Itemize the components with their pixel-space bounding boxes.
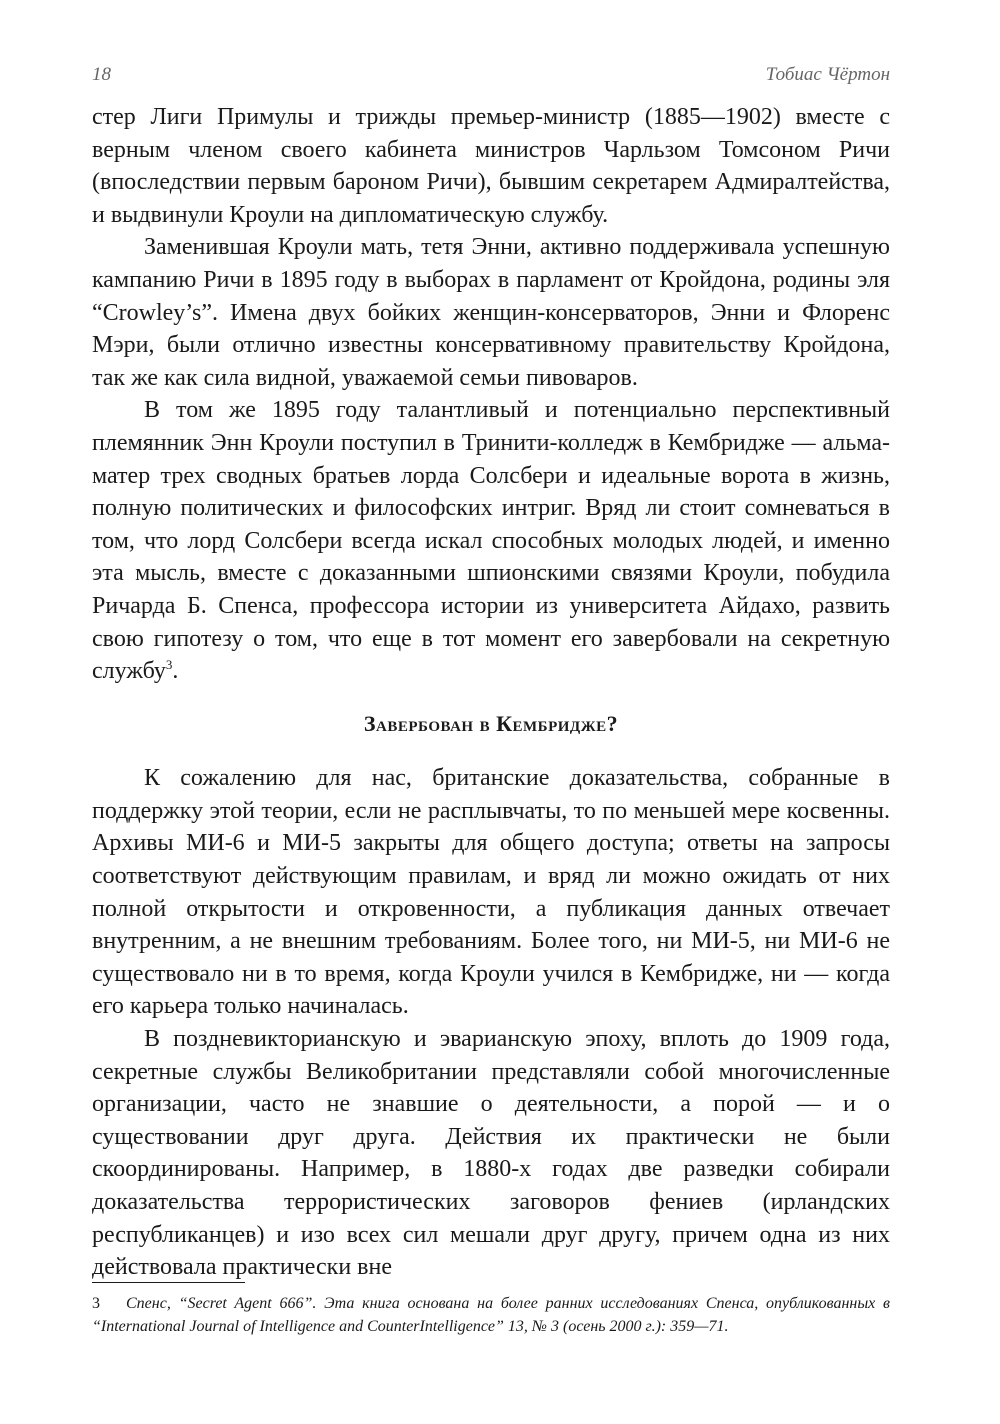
footnote-number: 3 (92, 1295, 100, 1312)
body-text (92, 101, 890, 1284)
paragraph-2: Заменившая Кроули мать, тетя Энни, активно поддерживала успешную кампанию Ричи в 1895 году в выборах в парламент от Кройдона, родины эля “Crowley’s”. Имена двух бойких женщин-консерваторов, Энни и Флоренс Мэри, были отлично известны консервативному правительству Кройдона, так же как сила видной, уважаемой семьи пивоваров. (92, 234, 890, 391)
paragraph-1: стер Лиги Примулы и трижды премьер-министр (1885—1902) вместе с верным членом своего кабинета министров Чарльзом Томсоном Ричи (впоследствии первым бароном Ричи), бывшим секретарем Адмиралтейства, и выдвинули Кроули на дипломатическую службу. (92, 104, 890, 228)
paragraph-3 (92, 394, 890, 687)
paragraph-3-end: . (172, 658, 179, 685)
footnote-reference[interactable]: 3 (165, 657, 173, 673)
footnote-rule (92, 1282, 245, 1283)
page-number: 18 (92, 64, 111, 85)
paragraph-3-text: В том же 1895 году талантливый и потенциально перспективный племянник Энн Кроули поступил в Тринити-колледж в Кембридже — альма-матер трех сводных братьев лорда Солсбери и идеальные ворота в жизнь, полную политических и философских интриг. Вряд ли стоит сомневаться в том, что лорд Солсбери всегда искал способных молодых людей, и именно эта мысль, вместе с доказанными шпионскими связями Кроули, побудила Ричарда Б. Спенса, профессора истории из университета Айдахо, развить свою гипотезу о том, что еще в тот момент его завербовали на секретную службу (92, 397, 890, 685)
running-head (92, 64, 890, 94)
paragraph-5: В поздневикторианскую и эварианскую эпоху, вплоть до 1909 года, секретные службы Великобритании представляли собой многочисленные организации, часто не знавшие о деятельности, а порой — и о существовании друг друга. Действия их практически не были скоординированы. Например, в 1880-х годах две разведки собирали доказательства террористических заговоров фениев (ирландских республиканцев) и изо всех сил мешали друг другу, причем одна из них действовала практически вне (92, 1026, 890, 1281)
section-heading: Завербован в Кембридже? (363, 710, 619, 736)
footnote (92, 1292, 890, 1338)
running-title: Тобиас Чёртон (765, 64, 890, 85)
paragraph-4: К сожалению для нас, британские доказательства, собранные в поддержку этой теории, если не расплывчаты, то по меньшей мере косвенны. Архивы МИ-6 и МИ-5 закрыты для общего доступа; ответы на запросы соответствуют действующим правилам, и вряд ли можно ожидать от них полной открытости и откровенности, а публикация данных отвечает внутренним, а не внешним требованиям. Более того, ни МИ-5, ни МИ-6 не существовало ни в то время, когда Кроули учился в Кембридже, ни — когда его карьера только начиналась. (92, 765, 890, 1020)
footnote-text: Спенс, “Secret Agent 666”. Эта книга основана на более ранних исследованиях Спенса, опубликованных в “International Journal of Intelligence and CounterIntelligence” 13, № 3 (осень 2000 г.): 359—71. (92, 1295, 890, 1335)
